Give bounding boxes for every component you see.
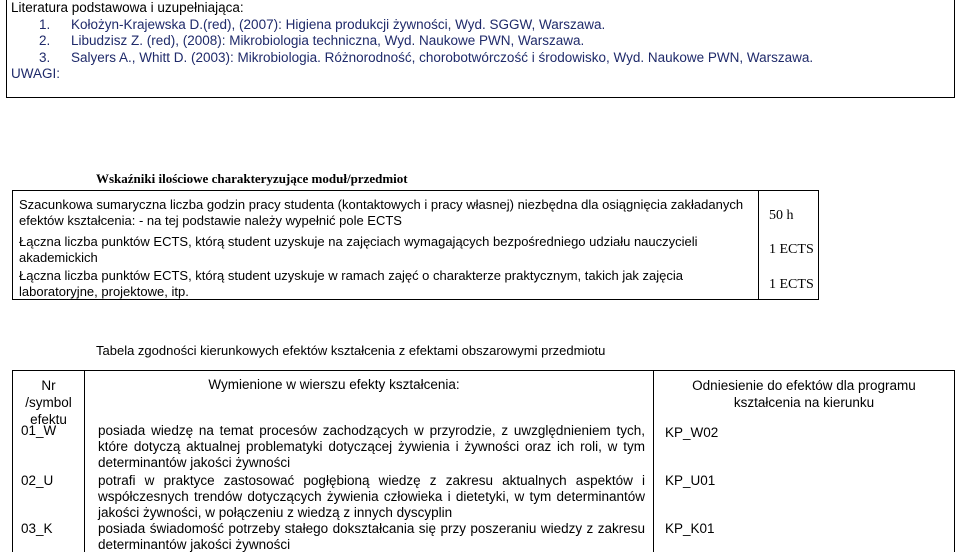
indicators-heading: Wskaźniki ilościowe charakteryzujące moduł/przedmiot <box>96 171 408 186</box>
outcome-description: potrafi w praktyce zastosować pogłębioną wiedzę z zakresu aktualnych aspektów i współczesnych trendów dotyczących żywienia człowieka i dietetyki, w tym determinantów jakości żywności, w połączeniu z wiedzą z innych dyscyplin <box>98 473 645 520</box>
outcome-reference: KP_U01 <box>665 473 716 488</box>
literature-item: Libudzisz Z. (red), (2008): Mikrobiologia techniczna, Wyd. Naukowe PWN, Warszawa. <box>71 33 585 48</box>
indicator-description: Szacunkowa sumaryczna liczba godzin pracy studenta (kontaktowych i pracy własnej) niezbędna dla osiągnięcia zakładanych efektów kształcenia: - na tej podstawie należy wypełnić pole ECTS <box>19 197 744 228</box>
indicators-table <box>12 190 819 300</box>
literature-title: Literatura podstawowa i uzupełniająca: <box>11 0 244 15</box>
outcome-symbol: 02_U <box>21 473 54 488</box>
header-symbol-line: efektu <box>30 412 67 427</box>
header-symbol-line: /symbol <box>25 395 72 410</box>
outcome-description: posiada wiedzę na temat procesów zachodzących w przyrodzie, z uwzględnieniem tych, które dotyczą aktualnej problematyki dotyczącej żywienia i żywności oraz ich roli, w tym determinantów jakości żywności <box>98 423 645 470</box>
header-reference-line: kształcenia na kierunku <box>733 395 875 410</box>
literature-item-number: 1. <box>39 17 51 32</box>
indicator-value: 50 h <box>769 208 794 223</box>
uwagi-label: UWAGI: <box>11 66 60 81</box>
column-divider <box>758 191 759 299</box>
indicator-description: Łączna liczba punktów ECTS, którą student uzyskuje w ramach zajęć o charakterze praktycznym, takich jak zajęcia laboratoryjne, projektowe, itp. <box>19 268 684 299</box>
header-outcomes: Wymienione w wierszu efekty kształcenia: <box>208 377 460 392</box>
literature-item: Salyers A., Whitt D. (2003): Mikrobiologia. Różnorodność, chorobotwórczość i środowisko, Wyd. Naukowe PWN, Warszawa. <box>71 50 814 65</box>
literature-box <box>6 0 955 98</box>
outcome-reference: KP_K01 <box>665 521 715 536</box>
outcome-description: posiada świadomość potrzeby stałego dokształcania się przy poszeraniu wiedzy z zakresu determinantów jakości żywności <box>98 521 645 552</box>
literature-item-number: 2. <box>39 33 51 48</box>
header-symbol-line: Nr <box>41 378 56 393</box>
indicator-description: Łączna liczba punktów ECTS, którą student uzyskuje na zajęciach wymagających bezpośredniego udziału nauczycieli akademickich <box>19 234 698 265</box>
literature-item: Kołożyn-Krajewska D.(red), (2007): Higiena produkcji żywności, Wyd. SGGW, Warszawa. <box>71 17 606 32</box>
header-reference <box>654 377 954 411</box>
outcome-reference: KP_W02 <box>665 425 719 440</box>
literature-item-number: 3. <box>39 50 51 65</box>
header-symbol <box>13 377 84 428</box>
outcomes-table <box>12 370 955 552</box>
indicator-value: 1 ECTS <box>769 277 814 292</box>
indicator-value: 1 ECTS <box>769 242 814 257</box>
outcome-symbol: 01_W <box>21 423 57 438</box>
outcomes-caption: Tabela zgodności kierunkowych efektów kształcenia z efektami obszarowymi przedmiotu <box>96 343 606 358</box>
outcome-symbol: 03_K <box>21 521 53 536</box>
column-divider <box>84 371 85 552</box>
header-reference-line: Odniesienie do efektów dla programu <box>692 378 916 393</box>
